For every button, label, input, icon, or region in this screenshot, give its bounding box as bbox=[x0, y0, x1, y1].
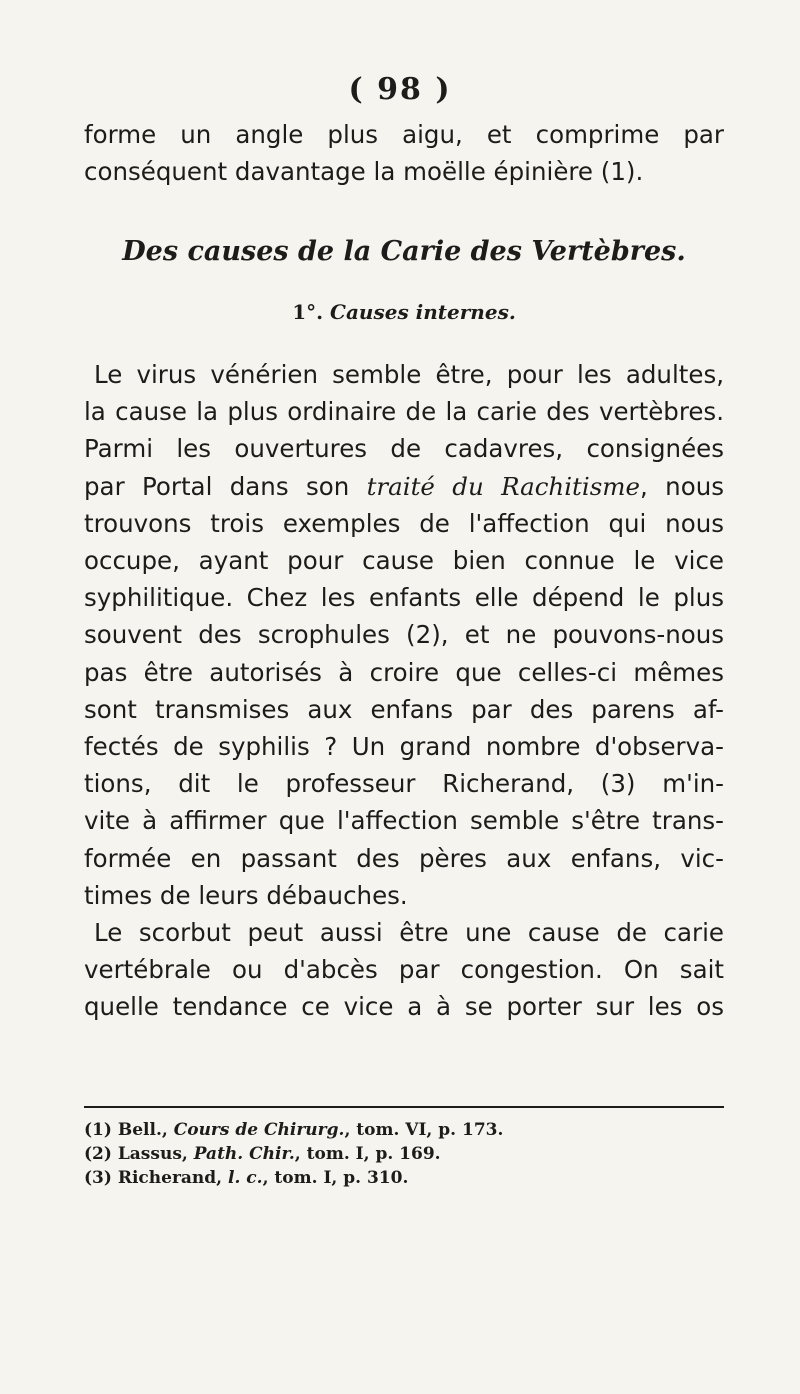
book-title: traité du Rachitisme bbox=[366, 471, 641, 501]
section-heading: Des causes de la Carie des Vertèbres. bbox=[122, 236, 686, 267]
text-line: vertébrale ou d'abcès par congestion. On sait bbox=[84, 955, 724, 985]
text-line: quelle tendance ce vice a à se porter sur les os bbox=[84, 992, 724, 1022]
text-line: syphilitique. Chez les enfants elle dépend le plus bbox=[84, 583, 724, 613]
text-fragment: , nous bbox=[640, 471, 724, 501]
footnote bbox=[84, 1118, 724, 1142]
footnote-author: Lassus, bbox=[117, 1144, 188, 1164]
subsection-number: 1°. bbox=[292, 300, 324, 324]
text-line: Le virus vénérien semble être, pour les adultes, bbox=[94, 360, 724, 389]
footnote-title: l. c. bbox=[228, 1168, 263, 1188]
text-line: Parmi les ouvertures de cadavres, consignées bbox=[84, 434, 724, 464]
text-line: fectés de syphilis ? Un grand nombre d'observa- bbox=[84, 732, 724, 762]
text-line: tions, dit le professeur Richerand, (3) m'in- bbox=[84, 769, 724, 799]
intro-text bbox=[84, 116, 724, 190]
paragraph-syphilis bbox=[84, 356, 724, 1026]
text-fragment: par Portal dans son bbox=[84, 471, 367, 501]
text-line: times de leurs débauches. bbox=[84, 880, 408, 910]
footnote-ref: , tom. VI, p. 173. bbox=[344, 1120, 504, 1140]
footnote-ref: , tom. I, p. 310. bbox=[262, 1168, 409, 1188]
text-line: sont transmises aux enfans par des parens af- bbox=[84, 694, 724, 724]
subsection-heading bbox=[84, 300, 724, 324]
footnote bbox=[84, 1142, 724, 1166]
footnote-author: Richerand, bbox=[117, 1168, 223, 1188]
text-line: forme un angle plus aigu, et comprime par bbox=[84, 120, 724, 149]
footnote-author: Bell., bbox=[117, 1120, 168, 1140]
text-line: Le scorbut peut aussi être une cause de carie bbox=[94, 918, 724, 948]
footnote-ref: , tom. I, p. 169. bbox=[294, 1144, 441, 1164]
footnote-mark: (3) bbox=[84, 1168, 112, 1188]
text-line: souvent des scrophules (2), et ne pouvons-nous bbox=[84, 620, 724, 650]
text-line bbox=[84, 468, 724, 505]
text-line: formée en passant des pères aux enfans, vic- bbox=[84, 843, 724, 873]
footnote-title: Path. Chir. bbox=[193, 1144, 295, 1164]
footnote-mark: (2) bbox=[84, 1144, 112, 1164]
footnote-divider bbox=[84, 1106, 724, 1108]
text-line: vite à affirmer que l'affection semble s'être trans- bbox=[84, 806, 724, 836]
text-line: conséquent davantage la moëlle épinière (1). bbox=[84, 157, 644, 186]
subsection-title: Causes internes. bbox=[330, 300, 516, 324]
footnote-mark: (1) bbox=[84, 1120, 112, 1140]
text-line: occupe, ayant pour cause bien connue le vice bbox=[84, 546, 724, 576]
text-line: la cause la plus ordinaire de la carie des vertèbres. bbox=[84, 397, 724, 427]
footnote bbox=[84, 1166, 724, 1190]
page-number: ( 98 ) bbox=[348, 72, 452, 107]
text-line: pas être autorisés à croire que celles-ci mêmes bbox=[84, 657, 724, 687]
footnote-title: Cours de Chirurg. bbox=[173, 1120, 345, 1140]
footnotes bbox=[84, 1118, 724, 1190]
text-line: trouvons trois exemples de l'affection qui nous bbox=[84, 508, 724, 538]
